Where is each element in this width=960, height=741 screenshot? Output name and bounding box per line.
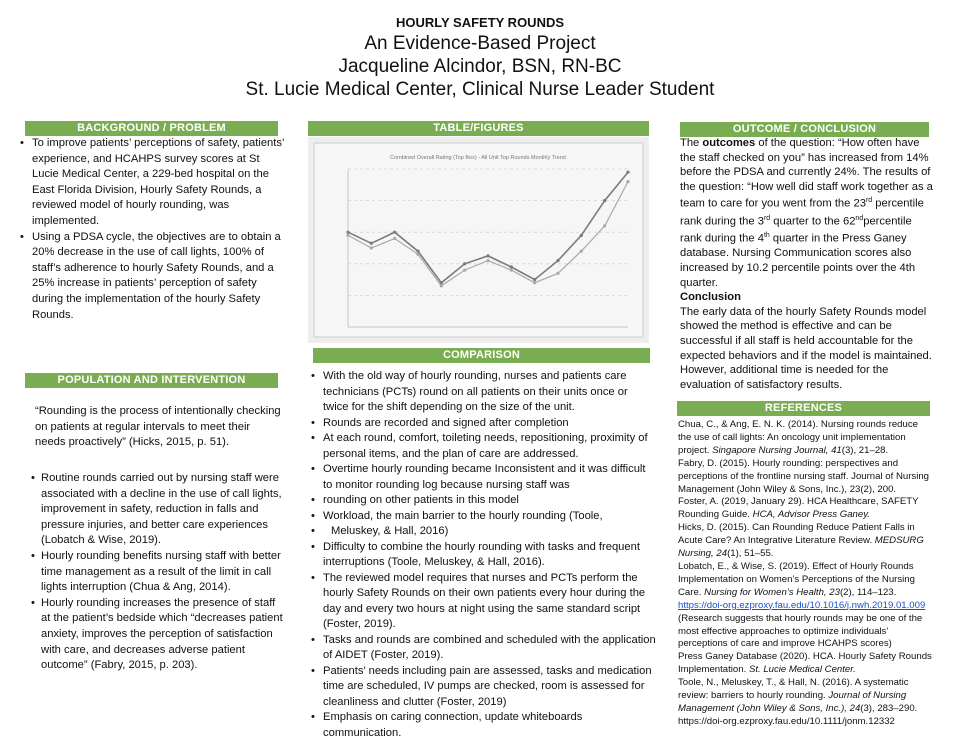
conclusion-text: The early data of the hourly Safety Rounds model showed the method is effective and can be successful if all staff is held accountable for the expected behaviors and if the model is maintained. However, additional time is needed for the evaluation of satisfactory results. — [680, 305, 932, 391]
population-item: • Routine rounds carried out by nursing staff were associated with a decline in the use of call lights, improvement in safety, reduction in falls and pressure injuries, and better care experiences (Lobatch & Wise, 2019). — [31, 471, 287, 549]
references-header: REFERENCES — [677, 401, 930, 416]
chart-point — [393, 237, 396, 240]
comparison-item: • At each round, comfort, toileting needs, repositioning, proximity of personal items, and the plan of care are addressed. — [311, 431, 656, 462]
comparison-item: • Workload, the main barrier to the hourly rounding (Toole, — [311, 509, 656, 525]
chart-point — [556, 259, 559, 262]
chart-point — [533, 278, 536, 281]
chart-point — [580, 250, 583, 253]
chart-point — [463, 262, 466, 265]
chart-point — [440, 284, 443, 287]
comparison-item: • Rounds are recorded and signed after completion — [311, 416, 656, 432]
comparison-header: COMPARISON — [313, 348, 650, 363]
outcome-keyword: outcomes — [702, 137, 756, 149]
outcome-header: OUTCOME / CONCLUSION — [680, 122, 929, 137]
background-item: • Using a PDSA cycle, the objectives are to obtain a 20% decrease in the use of call lights, 100% of staff’s adherence to hourly Safety Rounds, and a 25% increase in patients’ perception of safety during the implementation of the hourly Safety Rounds. — [20, 230, 286, 324]
chart-point — [486, 259, 489, 262]
comparison-item: • Difficulty to combine the hourly rounding with tasks and frequent interruptions (Toole, Meluskey, & Hall, 2016). — [311, 540, 656, 571]
reference-item: Lobatch, E., & Wise, S. (2019). Effect of Hourly Rounds Implementation on Women’s Perceptions of the Nursing Care. Nursing for Women’s Health, 23(2), 114–123. https://doi-org.ezproxy.fau.edu/10.1016/j.nwh.2019.01.009 (Research suggests that hourly rounds may be one of the most effective approaches to optimize individuals’ perceptions of care and improve HCAHPS scores) — [678, 560, 926, 650]
comparison-list — [311, 369, 656, 741]
comparison-item: • Emphasis on caring connection, update whiteboards communication. — [311, 710, 656, 741]
chart-point — [626, 180, 629, 183]
reference-doi-link[interactable]: https://doi-org.ezproxy.fau.edu/10.1016/j.nwh.2019.01.009 — [678, 599, 926, 611]
chart-point — [393, 231, 396, 234]
line-chart — [308, 137, 649, 343]
chart-point — [556, 272, 559, 275]
chart-point — [370, 242, 373, 245]
chart-point — [463, 269, 466, 272]
background-list — [20, 136, 286, 323]
chart-point — [626, 171, 629, 174]
reference-item: Toole, N., Meluskey, T., & Hall, N. (2016). A systematic review: barriers to hourly rounding. Journal of Nursing Management (John Wiley & Sons, Inc.), 24(3), 283–290. https://doi-org.ezproxy.fau.edu/10.1111/jonm.12332 — [678, 677, 918, 727]
chart-point — [346, 231, 349, 234]
chart-title: Combined Overall Rating (Top Box) - All Unit Top Rounds Monthly Trend — [390, 155, 566, 161]
comparison-item: • The reviewed model requires that nurses and PCTs perform the hourly Safety Rounds on their own patients every hour during the day and every two hours at night using the same standard script (Foster, 2019). — [311, 571, 656, 633]
outcome-text — [680, 136, 936, 392]
reference-item: Fabry, D. (2015). Hourly rounding: perspectives and perceptions of the frontline nursing staff. Journal of Nursing Management (John Wiley & Sons, Inc.), 23(2), 200. — [678, 457, 930, 495]
population-header: POPULATION AND INTERVENTION — [25, 373, 278, 388]
chart-point — [603, 199, 606, 202]
poster-title: HOURLY SAFETY ROUNDS — [395, 15, 565, 30]
background-item: • To improve patients’ perceptions of safety, patients’ experience, and HCAHPS survey scores at St Lucie Medical Center, a 229-bed hospital on the East Florida Division, Hourly Safety Rounds, a reviewed model of hourly rounding, was implemented. — [20, 136, 286, 230]
outcome-paragraph: The outcomes of the question: “How often have the staff checked on you” has increased from 14% before the PDSA and currently 24%. The results of the question: “How well did staff work together as a team to care for you went from the 23rd percentile rank during the 3rd quarter to the 62ndpercentile rank during the 4th quarter in the Press Ganey database. Nursing Communication scores also increased by 10.2 percentile points over the 4th quarter. — [680, 137, 933, 289]
chart-point — [346, 234, 349, 237]
comparison-item: • Overtime hourly rounding became Inconsistent and it was difficult to monitor rounding log because nursing staff was — [311, 462, 656, 493]
poster-title-block — [0, 14, 960, 101]
reference-item: Chua, C., & Ang, E. N. K. (2014). Nursing rounds reduce the use of call lights: An oncology unit implementation project. Singapore Nursing Journal, 41(3), 21–28. — [678, 419, 918, 456]
poster-affiliation: St. Lucie Medical Center, Clinical Nurse Leader Student — [245, 79, 715, 100]
figures-header: TABLE/FIGURES — [308, 121, 649, 136]
population-list — [31, 471, 287, 674]
population-item: • Hourly rounding increases the presence of staff at the patient’s bedside which “decreases patient anxiety, improves the perception of satisfaction with care, and decreases adverse patient outcome” (Fabry, 2015, p. 203). — [31, 596, 287, 674]
conclusion-label: Conclusion — [680, 291, 741, 304]
population-quote: “Rounding is the process of intentionally checking on patients at regular intervals to meet their needs proactively” (Hicks, 2015, p. 51). — [35, 405, 281, 449]
poster-author: Jacqueline Alcindor, BSN, RN-BC — [338, 56, 622, 77]
comparison-item: • Meluskey, & Hall, 2016) — [311, 524, 656, 540]
comparison-item: • rounding on other patients in this model — [311, 493, 656, 509]
comparison-item: • Tasks and rounds are combined and scheduled with the application of AIDET (Foster, 2019). — [311, 633, 656, 664]
comparison-item: • Patients’ needs including pain are assessed, tasks and medication time are scheduled, IV pumps are checked, room is assessed for cleanliness and clutter (Foster, 2019) — [311, 664, 656, 711]
chart-point — [510, 265, 513, 268]
chart-point — [580, 234, 583, 237]
reference-item: Press Ganey Database (2020). HCA. Hourly Safety Rounds Implementation. St. Lucie Medical Center. — [678, 651, 932, 676]
chart-point — [486, 254, 489, 257]
population-item: • Hourly rounding benefits nursing staff with better time management as a result of the limit in call lights interruption (Chua & Ang, 2014). — [31, 549, 287, 596]
background-header: BACKGROUND / PROBLEM — [25, 121, 278, 136]
chart-figure — [308, 137, 649, 343]
comparison-item: • With the old way of hourly rounding, nurses and patients care technicians (PCTs) round on all patients on their units once or twice for the shift depending on the size of the unit. — [311, 369, 656, 416]
poster-subtitle: An Evidence-Based Project — [364, 33, 596, 54]
chart-point — [533, 281, 536, 284]
reference-item: Foster, A. (2019, January 29). HCA Healthcare, SAFETY Rounding Guide. HCA, Advisor Press Ganey. — [678, 496, 919, 521]
references-list — [678, 419, 933, 729]
chart-point — [510, 269, 513, 272]
chart-point — [603, 224, 606, 227]
reference-item: Hicks, D. (2015). Can Rounding Reduce Patient Falls in Acute Care? An Integrative Literature Review. MEDSURG Nursing, 24(1), 51–55. — [678, 522, 924, 560]
chart-point — [416, 250, 419, 253]
chart-point — [370, 246, 373, 249]
chart-point — [416, 253, 419, 256]
